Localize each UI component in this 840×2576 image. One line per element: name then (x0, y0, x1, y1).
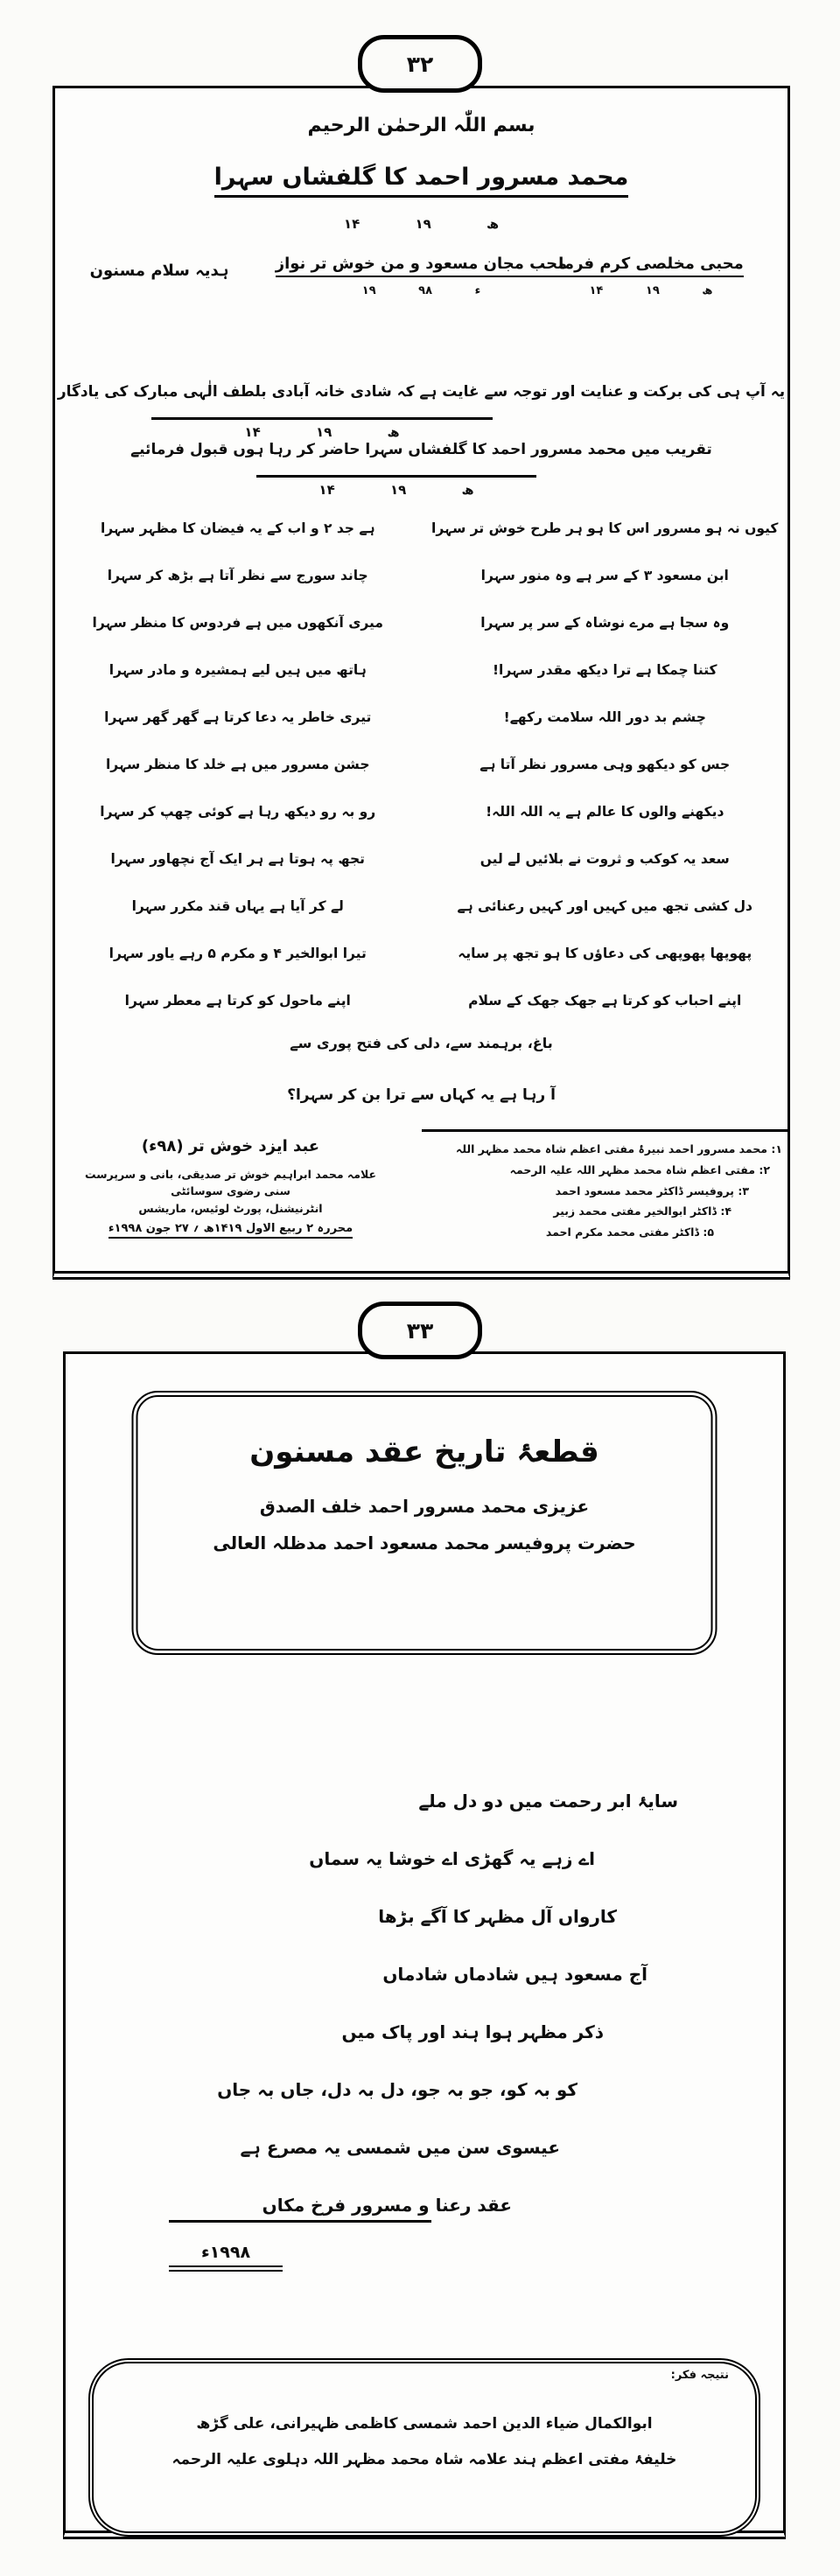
verse-left: اپنے ماحول کو کرتا ہے معطر سہرا (124, 993, 351, 1009)
underline-rule (169, 2220, 431, 2223)
qita-poem (66, 1772, 783, 2234)
page-number-cartouche-32 (358, 35, 482, 93)
verse-left: ہاتھ میں ہیں لیے ہمشیرہ و مادر سہرا (108, 662, 367, 678)
page-33-frame (63, 1351, 786, 2539)
dedication-line-1: عزیزی محمد مسرور احمد خلف الصدق (259, 1496, 590, 1517)
verse-left: تیرا ابوالخیر ۴ و مکرم ۵ رہے یاور سہرا (108, 946, 367, 961)
sehra-couplets (60, 505, 782, 1024)
verse-left: چاند سورج سے نظر آتا ہے بڑھ کر سہرا (107, 568, 368, 583)
poem-line: عیسوی سن میں شمسی یہ مصرع ہے (240, 2137, 560, 2158)
verse-right: جس کو دیکھو وہی مسرور نظر آتا ہے (480, 757, 731, 772)
poem-line: ذکر مظہر ہوا ہند اور پاک میں (341, 2021, 604, 2042)
verse-left: تیری خاطر یہ دعا کرتا ہے گھر گھر سہرا (104, 709, 372, 725)
verse-left: رو بہ رو دیکھ رہا ہے کوئی چھپ کر سہرا (100, 804, 376, 820)
intro-chronogram-1: ۱۴ ھ ۱۹ (244, 424, 400, 440)
colophon-line: علامہ محمد ابراہیم خوش تر صدیقی، بانی و سرپرست (84, 1167, 377, 1181)
header-center (264, 255, 579, 297)
footnote-item: ۱: محمد مسرور احمد نبیرۂ مفتی اعظم شاہ محمد مظہر اللہ (456, 1142, 782, 1155)
closing-line-1: باغ، برہمند سے، دلی کی فتح پوری سے (290, 1035, 553, 1051)
intro-chronogram-2: ۱۴ ھ ۱۹ (318, 482, 474, 498)
poet-signature: عبد ایزد خوش تر (۹۸ء) (141, 1137, 320, 1155)
verse-left: جشن مسرور میں ہے خلد کا منظر سہرا (105, 757, 370, 772)
colophon-line: انٹرنیشنل، پورٹ لوئیس، ماریشس (138, 1201, 323, 1215)
footnote-item: ۲: مفتی اعظم شاہ محمد مظہر اللہ علیہ الرحمہ (509, 1162, 770, 1176)
verse-right: کتنا چمکا ہے ترا دیکھ مقدر سہرا! (492, 662, 718, 678)
verse-right: ابن مسعود ۳ کے سر ہے وہ منور سہرا (480, 568, 729, 583)
closing-line-2: آ رہا ہے یہ کہاں سے ترا بن کر سہرا؟ (287, 1086, 556, 1104)
note-line: خلیفۂ مفتی اعظم ہند علامہ شاہ محمد مظہر اللہ دہلوی علیہ الرحمہ (172, 2451, 677, 2468)
note-line: ابوالکمال ضیاء الدین احمد شمسی کاظمی ظہیرانی، علی گڑھ (196, 2415, 653, 2433)
verse-right: کیوں نہ ہو مسرور اس کا ہو ہر طرح خوش تر سہرا (431, 520, 779, 536)
header-left (59, 262, 260, 280)
intro-line-2: تقریب میں محمد مسرور احمد کا گلفشاں سہرا حاضر کر رہا ہوں قبول فرمائیے (130, 441, 712, 458)
date-line: محررہ ۲ ربیع الاول ۱۴۱۹ھ ؍ ۲۷ جون ۱۹۹۸ء (62, 1220, 399, 1238)
sehra-title-text: محمد مسرور احمد کا گلفشاں سہرا (214, 164, 629, 198)
sehra-title (55, 164, 788, 198)
dedication-line-2: حضرت پروفیسر محمد مسعود احمد مدظلہ العالی (213, 1532, 636, 1553)
poem-line: کارواں آل مظہر کا آگے بڑھا (378, 1906, 617, 1927)
poem-line: کو بہ کو، جو بہ جو، دل بہ دل، جاں بہ جاں (217, 2079, 578, 2100)
verse-right: وہ سجا ہے مرے نوشاہ کے سر پر سہرا (480, 615, 730, 631)
footnote-item: ۴: ڈاکٹر ابوالخیر مفتی محمد زبیر (553, 1204, 732, 1218)
intro-line-1: یہ آپ ہی کی برکت و عنایت اور توجہ سے غایت ہے کہ شادی خانہ آبادی بلطف الٰہی مبارک کی یادگار (57, 383, 786, 401)
verse-left: تجھ پہ ہوتا ہے ہر ایک آج نچھاور سہرا (110, 851, 365, 867)
title-chronogram: ۱۴ ھ ۱۹ (343, 216, 500, 232)
page-number-32: ٣٢ (406, 51, 434, 77)
header-center-text: محب مجان مسعود و من خوش تر نواز (276, 255, 568, 277)
header-center-chronogram: ۱۹ ء ۹۸ (361, 284, 481, 297)
verse-right: دیکھنے والوں کا عالم ہے یہ اللہ اللہ! (486, 804, 724, 820)
colophon-line: سنی رضوی سوسائٹی (171, 1184, 290, 1198)
qita-title-box (132, 1391, 718, 1655)
page-number-33: ٣٣ (406, 1317, 434, 1344)
verse-right: اپنے احباب کو کرتا ہے جھک جھک کے سلام (468, 993, 742, 1009)
verse-right: دل کشی تجھ میں کہیں اور کہیں رعنائی ہے (457, 898, 752, 914)
verse-right: سعد یہ کوکب و ثروت نے بلائیں لے لیں (480, 851, 730, 867)
footnote-item: ۵: ڈاکٹر مفتی محمد مکرم احمد (545, 1225, 714, 1239)
poem-line: آج مسعود ہیں شادماں شادماں (382, 1964, 648, 1985)
note-label: نتیجہ فکر: (670, 2369, 729, 2382)
year-label: ۱۹۹۸ء (169, 2243, 283, 2272)
verse-left: میری آنکھوں میں ہے فردوس کا منظر سہرا (92, 615, 383, 631)
bismillah-text: بسم اللّٰہ الرحمٰن الرحیم (307, 115, 536, 136)
underline-rule (151, 417, 493, 420)
poem-line-chronogram: عقد رعنا و مسرور فرخ مکاں (262, 2195, 512, 2216)
verse-right: پھوپھا پھوپھی کی دعاؤں کا ہو تجھ پر سایہ (458, 946, 752, 961)
page-32-frame (52, 86, 790, 1280)
underline-rule (256, 475, 536, 478)
verse-left: ہے جد ۲ و اب کے یہ فیضان کا مظہر سہرا (100, 520, 375, 536)
poem-line: سایۂ ابر رحمت میں دو دل ملے (418, 1791, 678, 1812)
verse-right: چشم بد دور اللہ سلامت رکھے! (503, 709, 706, 725)
header-right-chronogram: ۱۴ ھ ۱۹ (589, 284, 713, 297)
note-box (88, 2358, 760, 2537)
colophon-block (62, 1134, 399, 1238)
header-left-text: ہدیہ سلام مسنون (89, 262, 229, 280)
qita-title: قطعۂ تاریخ عقد مسنون (249, 1435, 599, 1470)
poem-line: اے زہے یہ گھڑی اے خوشا یہ سماں (309, 1848, 595, 1869)
page-number-cartouche-33 (358, 1302, 482, 1359)
header-right-text: محبی مخلصی کرم فرما (558, 255, 744, 277)
footnotes-block (422, 1129, 788, 1243)
footnote-item: ۳: پروفیسر ڈاکٹر محمد مسعود احمد (555, 1183, 749, 1197)
verse-left: لے کر آیا ہے یہاں قند مکرر سہرا (131, 898, 344, 914)
